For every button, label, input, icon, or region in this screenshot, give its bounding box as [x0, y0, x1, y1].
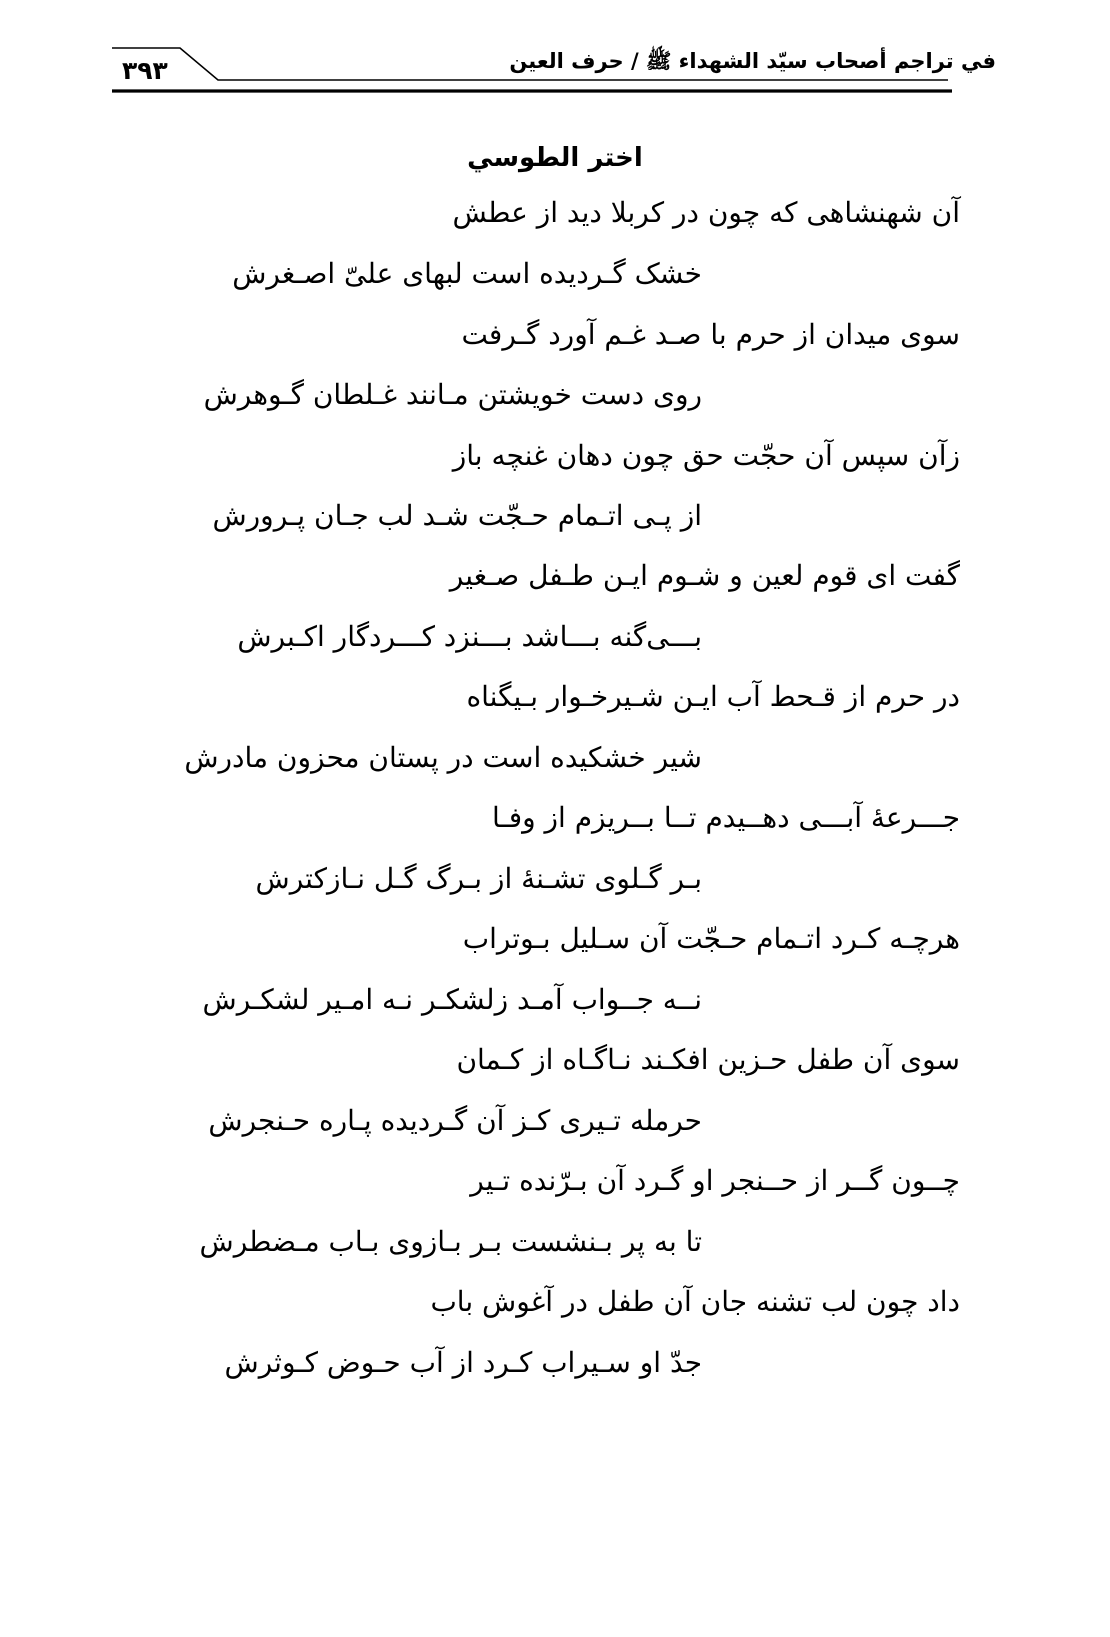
- poem-line: تا به پر بـنشست بـر بـازوی بـاب مـضطرش: [199, 1225, 702, 1258]
- poem-line: بـر گـلوی تشـنهٔ از بـرگ گـل نـازکترش: [255, 862, 702, 895]
- poem-line: سوی میدان از حرم با صـد غـم آورد گـرفت: [461, 318, 960, 351]
- poem-line: جدّ او سـیراب کـرد از آب حـوض کـوثرش: [224, 1346, 702, 1379]
- poem-line: نــه جــواب آمـد زلشکـر نـه امـیر لشکـرش: [202, 983, 702, 1016]
- poem-line: زآن سپس آن حجّت حق چون دهان غنچه باز: [452, 439, 960, 472]
- page-number: ٣٩٣: [122, 56, 168, 85]
- poem-line: روی دست خویشتن مـانند غـلطان گـوهرش: [203, 378, 702, 411]
- poem-line: حرمله تـیری کـز آن گـردیده پـاره حـنجرش: [208, 1104, 702, 1137]
- poem-line: شیر خشکیده است در پستان محزون مادرش: [184, 741, 702, 774]
- poem-line: خشک گـردیده است لبهای علیّ اصـغرش: [232, 257, 702, 290]
- poem-line: داد چون لب تشنه جان آن طفل در آغوش باب: [430, 1285, 960, 1318]
- poem-line: هرچـه کـرد اتـمام حـجّت آن سـلیل بـوتراب: [462, 922, 960, 955]
- poem-line: سوی آن طفل حـزین افکـند نـاگـاه از کـمان: [456, 1043, 960, 1076]
- poem-line: از پـی اتـمام حـجّت شـد لب جـان پـرورش: [212, 499, 702, 532]
- poem-line: جـــرعهٔ آبـــی دهــیدم تــا بــریزم از وفـا: [491, 801, 960, 834]
- poem-line: بـــی‌گنه بـــاشد بـــنزد کـــردگار اکـبرش: [237, 620, 702, 653]
- poem-line: آن شهنشاهی که چون در کربلا دید از عطش: [452, 196, 960, 229]
- poem-line: چــون گــر از حــنجر او گـرد آن بـرّنده تـیر: [470, 1164, 960, 1197]
- running-head: في تراجم أصحاب سيّد الشهداء ﷺ / حرف العين: [509, 49, 996, 73]
- poem-title: اختر الطوسي: [467, 143, 643, 173]
- poem-line: گفت ای قوم لعین و شـوم ایـن طـفل صـغیر: [449, 559, 960, 592]
- poem-line: در حرم از قـحط آب ایـن شـیرخـوار بـیگناه: [466, 680, 960, 713]
